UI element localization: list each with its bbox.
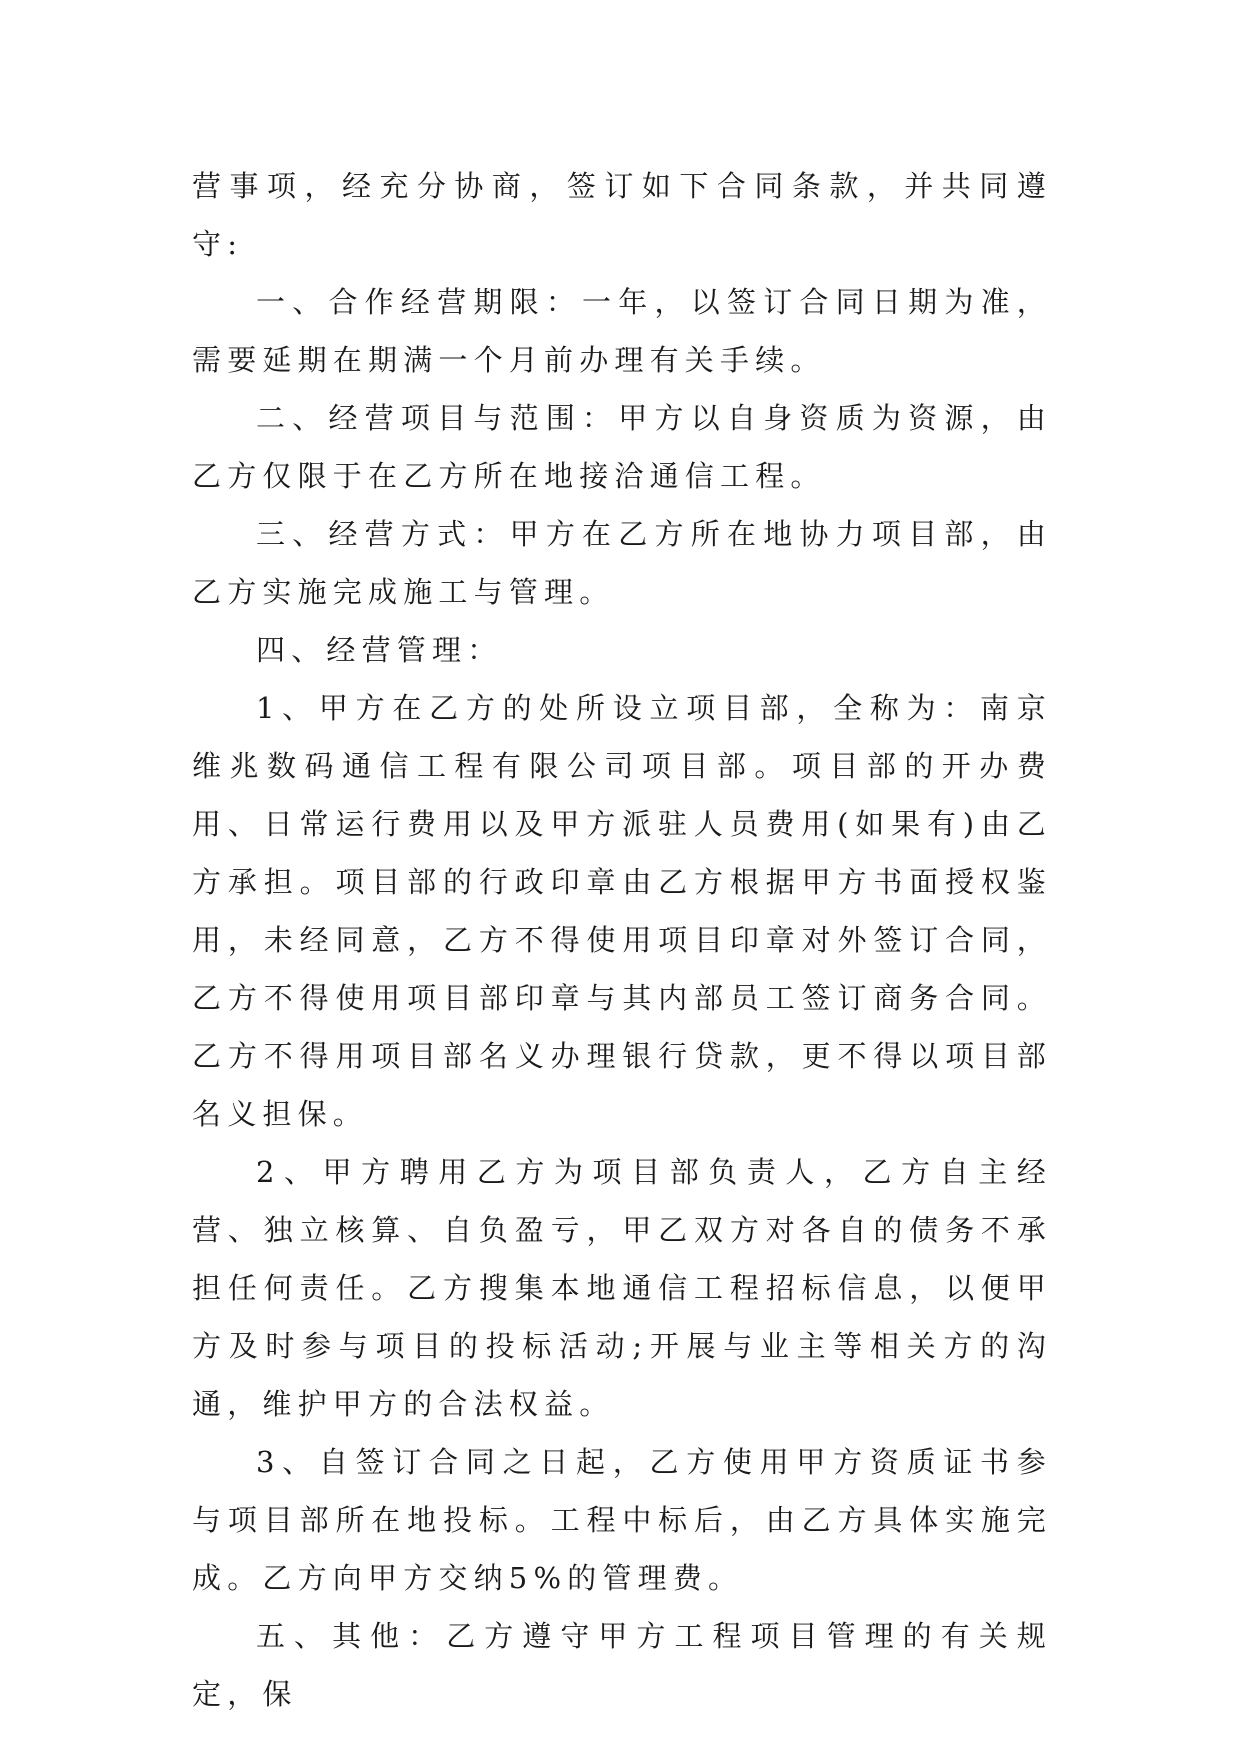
paragraph-clause-3: 三、经营方式：甲方在乙方所在地协力项目部，由乙方实施完成施工与管理。 xyxy=(192,517,1052,609)
paragraph-clause-4-item-1: 1、甲方在乙方的处所设立项目部，全称为：南京维兆数码通信工程有限公司项目部。项目部的开办费用、日常运行费用以及甲方派驻人员费用(如果有)由乙方承担。项目部的行政印章由乙方根据甲方书面授权鉴用，未经同意，乙方不得使用项目印章对外签订合同，乙方不得使用项目部印章与其内部员工签订商务合同。乙方不得用项目部名义办理银行贷款，更不得以项目部名义担保。 xyxy=(192,691,1052,1131)
paragraph-clause-5: 五、其他：乙方遵守甲方工程项目管理的有关规定，保 xyxy=(192,1619,1052,1711)
document-body xyxy=(192,157,1052,1723)
paragraph-clause-4-item-3: 3、自签订合同之日起，乙方使用甲方资质证书参与项目部所在地投标。工程中标后，由乙方具体实施完成。乙方向甲方交纳5%的管理费。 xyxy=(192,1445,1052,1595)
paragraph-clause-4-item-2: 2、甲方聘用乙方为项目部负责人，乙方自主经营、独立核算、自负盈亏，甲乙双方对各自的债务不承担任何责任。乙方搜集本地通信工程招标信息，以便甲方及时参与项目的投标活动;开展与业主等相关方的沟通，维护甲方的合法权益。 xyxy=(192,1155,1052,1421)
paragraph-clause-1: 一、合作经营期限：一年，以签订合同日期为准，需要延期在期满一个月前办理有关手续。 xyxy=(192,285,1052,377)
paragraph-clause-4-heading: 四、经营管理： xyxy=(256,633,503,667)
paragraph-opening: 营事项，经充分协商，签订如下合同条款，并共同遵守: xyxy=(192,169,1052,261)
paragraph-clause-2: 二、经营项目与范围：甲方以自身资质为资源，由乙方仅限于在乙方所在地接洽通信工程。 xyxy=(192,401,1052,493)
